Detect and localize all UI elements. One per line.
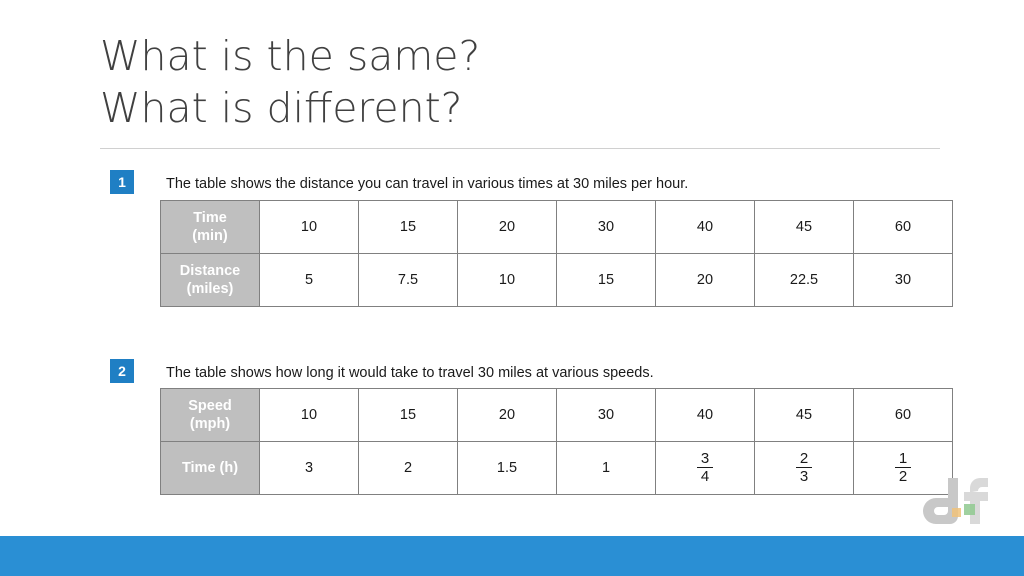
cell: 10 <box>458 254 557 307</box>
fraction <box>895 451 911 486</box>
row-header-line-1: Distance <box>179 263 241 279</box>
row-header-line-1: Time (h) <box>181 460 239 476</box>
cell: 22.5 <box>755 254 854 307</box>
cell: 10 <box>260 201 359 254</box>
cell: 3 <box>260 442 359 495</box>
cell: 20 <box>458 201 557 254</box>
row-header-time-h <box>161 442 260 495</box>
cell-fraction <box>755 442 854 495</box>
title-divider <box>100 148 940 149</box>
page-title <box>100 30 940 134</box>
fraction <box>796 451 812 486</box>
fraction-denominator: 2 <box>898 468 908 486</box>
question-number-badge-1: 1 <box>110 170 134 194</box>
fraction-numerator: 1 <box>895 451 911 469</box>
cell: 30 <box>557 389 656 442</box>
row-header-line-2: (miles) <box>186 281 234 297</box>
row-header-line-1: Time <box>193 210 227 226</box>
cell: 45 <box>755 389 854 442</box>
row-header-time-min <box>161 201 260 254</box>
cell: 40 <box>656 389 755 442</box>
cell: 2 <box>359 442 458 495</box>
cell: 40 <box>656 201 755 254</box>
question-number-badge-2: 2 <box>110 359 134 383</box>
table-row <box>161 201 953 254</box>
table-row <box>161 389 953 442</box>
cell: 15 <box>557 254 656 307</box>
cell: 60 <box>854 389 953 442</box>
table-row <box>161 442 953 495</box>
table-distance <box>160 200 953 307</box>
cell: 60 <box>854 201 953 254</box>
table-time <box>160 388 953 495</box>
row-header-line-2: (mph) <box>189 416 231 432</box>
cell: 15 <box>359 201 458 254</box>
row-header-speed-mph <box>161 389 260 442</box>
cell: 7.5 <box>359 254 458 307</box>
table-row <box>161 254 953 307</box>
fraction-numerator: 2 <box>796 451 812 469</box>
row-header-line-1: Speed <box>188 398 232 414</box>
cell: 45 <box>755 201 854 254</box>
cell-fraction <box>656 442 755 495</box>
cell: 1.5 <box>458 442 557 495</box>
fraction-denominator: 4 <box>700 468 710 486</box>
cell: 20 <box>656 254 755 307</box>
title-line-2: What is different? <box>100 84 463 132</box>
question-prompt-2: The table shows how long it would take to travel 30 miles at various speeds. <box>166 365 654 381</box>
dfm-logo-icon <box>918 474 998 530</box>
fraction <box>697 451 713 486</box>
fraction-denominator: 3 <box>799 468 809 486</box>
cell: 5 <box>260 254 359 307</box>
row-header-distance-miles <box>161 254 260 307</box>
fraction-numerator: 3 <box>697 451 713 469</box>
cell: 10 <box>260 389 359 442</box>
footer-bar <box>0 536 1024 576</box>
cell: 1 <box>557 442 656 495</box>
cell: 30 <box>854 254 953 307</box>
title-line-1: What is the same? <box>100 32 481 80</box>
cell: 30 <box>557 201 656 254</box>
cell: 15 <box>359 389 458 442</box>
cell: 20 <box>458 389 557 442</box>
question-prompt-1: The table shows the distance you can travel in various times at 30 miles per hour. <box>166 176 689 192</box>
row-header-line-2: (min) <box>192 228 228 244</box>
